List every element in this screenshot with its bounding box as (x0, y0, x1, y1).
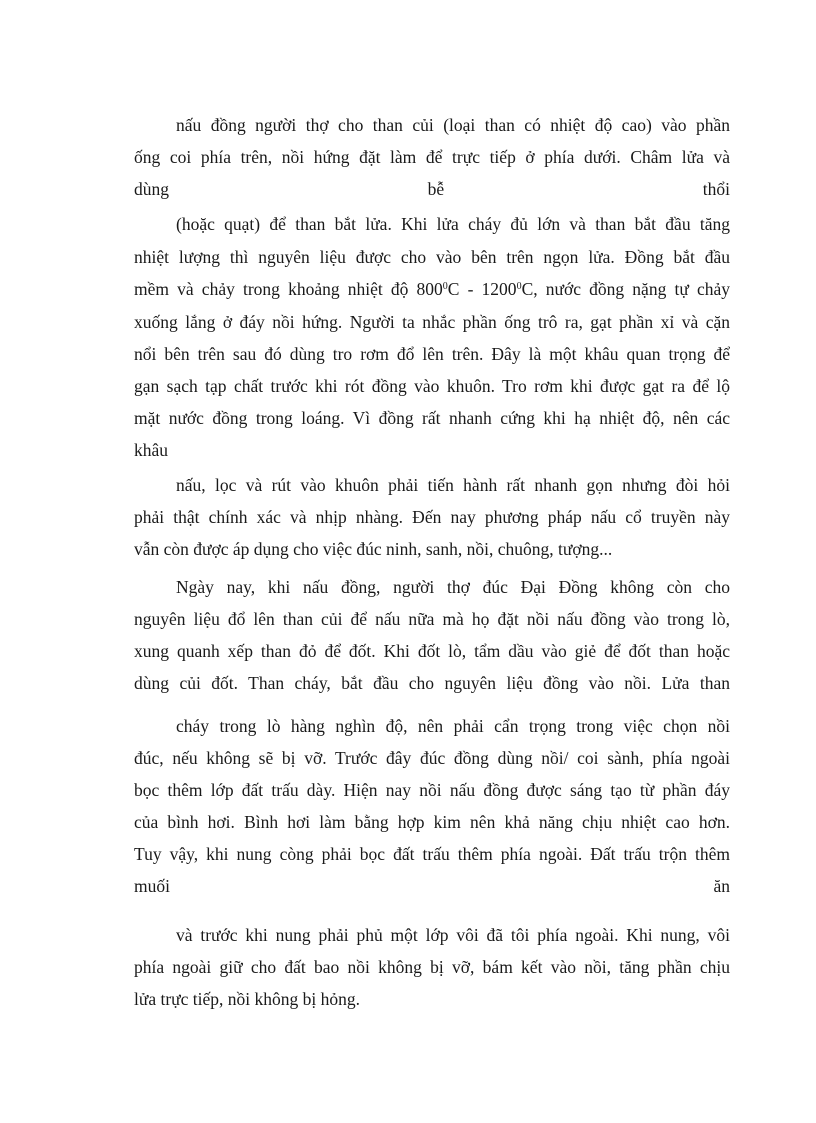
text-line-18: dùng củi đốt. Than cháy, bắt đầu cho nguyên liệu đồng vào nồi. Lửa than (134, 673, 730, 693)
text-line-19: cháy trong lò hàng nghìn độ, nên phải cẩn trọng trong việc chọn nồi (176, 716, 730, 736)
text-line-17: xung quanh xếp than đỏ để đốt. Khi đốt lò, tẩm dầu vào giẻ để đốt than hoặc (134, 641, 730, 661)
text-line-3 (134, 178, 730, 200)
text-line-5: nhiệt lượng thì nguyên liệu được cho vào bên trên ngọn lửa. Đồng bắt đầu (134, 247, 730, 267)
text-line-20: đúc, nếu không sẽ bị vỡ. Trước đây đúc đồng dùng nồi/ coi sành, phía ngoài (134, 748, 730, 768)
text-line-27: lửa trực tiếp, nồi không bị hỏng. (134, 989, 361, 1009)
word-be: bễ (427, 179, 445, 199)
text-line-14: vẫn còn được áp dụng cho việc đúc ninh, sanh, nồi, chuông, tượng... (134, 539, 613, 559)
word-dung: dùng (134, 179, 169, 199)
text-line-9: gạn sạch tạp chất trước khi rót đồng vào khuôn. Tro rơm khi được gạt ra để lộ (134, 376, 730, 396)
text-line-25: và trước khi nung phải phủ một lớp vôi đã tôi phía ngoài. Khi nung, vôi (176, 925, 730, 945)
text-line-6 (134, 278, 730, 300)
text-line-16: nguyên liệu đổ lên than củi để nấu nữa mà họ đặt nồi nấu đồng vào trong lò, (134, 609, 730, 629)
text-line-22: của bình hơi. Bình hơi làm bằng hợp kim nên khả năng chịu nhiệt cao hơn. (134, 812, 730, 832)
text-line-7: xuống lắng ở đáy nồi hứng. Người ta nhắc phần ống trô ra, gạt phần xỉ và cặn (134, 312, 730, 332)
word-muoi: muối (134, 876, 170, 896)
text-line-13: phải thật chính xác và nhịp nhàng. Đến nay phương pháp nấu cổ truyền này (134, 507, 730, 527)
superscript-degree: 0 (516, 281, 522, 292)
word-thoi: thổi (702, 179, 730, 199)
text-segment: C - 1200 (447, 279, 517, 299)
text-line-8: nổi bên trên sau đó dùng tro rơm đổ lên trên. Đây là một khâu quan trọng để (134, 344, 730, 364)
text-line-4: (hoặc quạt) để than bắt lửa. Khi lửa cháy đủ lớn và than bắt đầu tăng (176, 214, 730, 234)
text-line-2: ống coi phía trên, nồi hứng đặt làm để trực tiếp ở phía dưới. Châm lửa và (134, 147, 730, 167)
text-line-26: phía ngoài giữ cho đất bao nồi không bị vỡ, bám kết vào nồi, tăng phần chịu (134, 957, 730, 977)
text-segment: C, nước đồng nặng tự chảy (521, 279, 730, 299)
text-line-1: nấu đồng người thợ cho than củi (loại than có nhiệt độ cao) vào phần (176, 115, 730, 135)
text-line-12: nấu, lọc và rút vào khuôn phải tiến hành rất nhanh gọn nhưng đòi hỏi (176, 475, 730, 495)
superscript-degree: 0 (442, 281, 448, 292)
text-line-23: Tuy vậy, khi nung còng phải bọc đất trấu thêm phía ngoài. Đất trấu trộn thêm (134, 844, 730, 864)
text-line-15: Ngày nay, khi nấu đồng, người thợ đúc Đại Đồng không còn cho (176, 577, 730, 597)
text-segment: mềm và chảy trong khoảng nhiệt độ 800 (134, 279, 443, 299)
word-an: ăn (713, 876, 730, 896)
text-line-21: bọc thêm lớp đất trấu dày. Hiện nay nồi nấu đồng được sáng tạo từ phần đáy (134, 780, 730, 800)
text-line-24 (134, 875, 730, 897)
text-line-10: mặt nước đồng trong loáng. Vì đồng rất nhanh cứng khi hạ nhiệt độ, nên các (134, 408, 730, 428)
text-line-11: khâu (134, 440, 169, 460)
